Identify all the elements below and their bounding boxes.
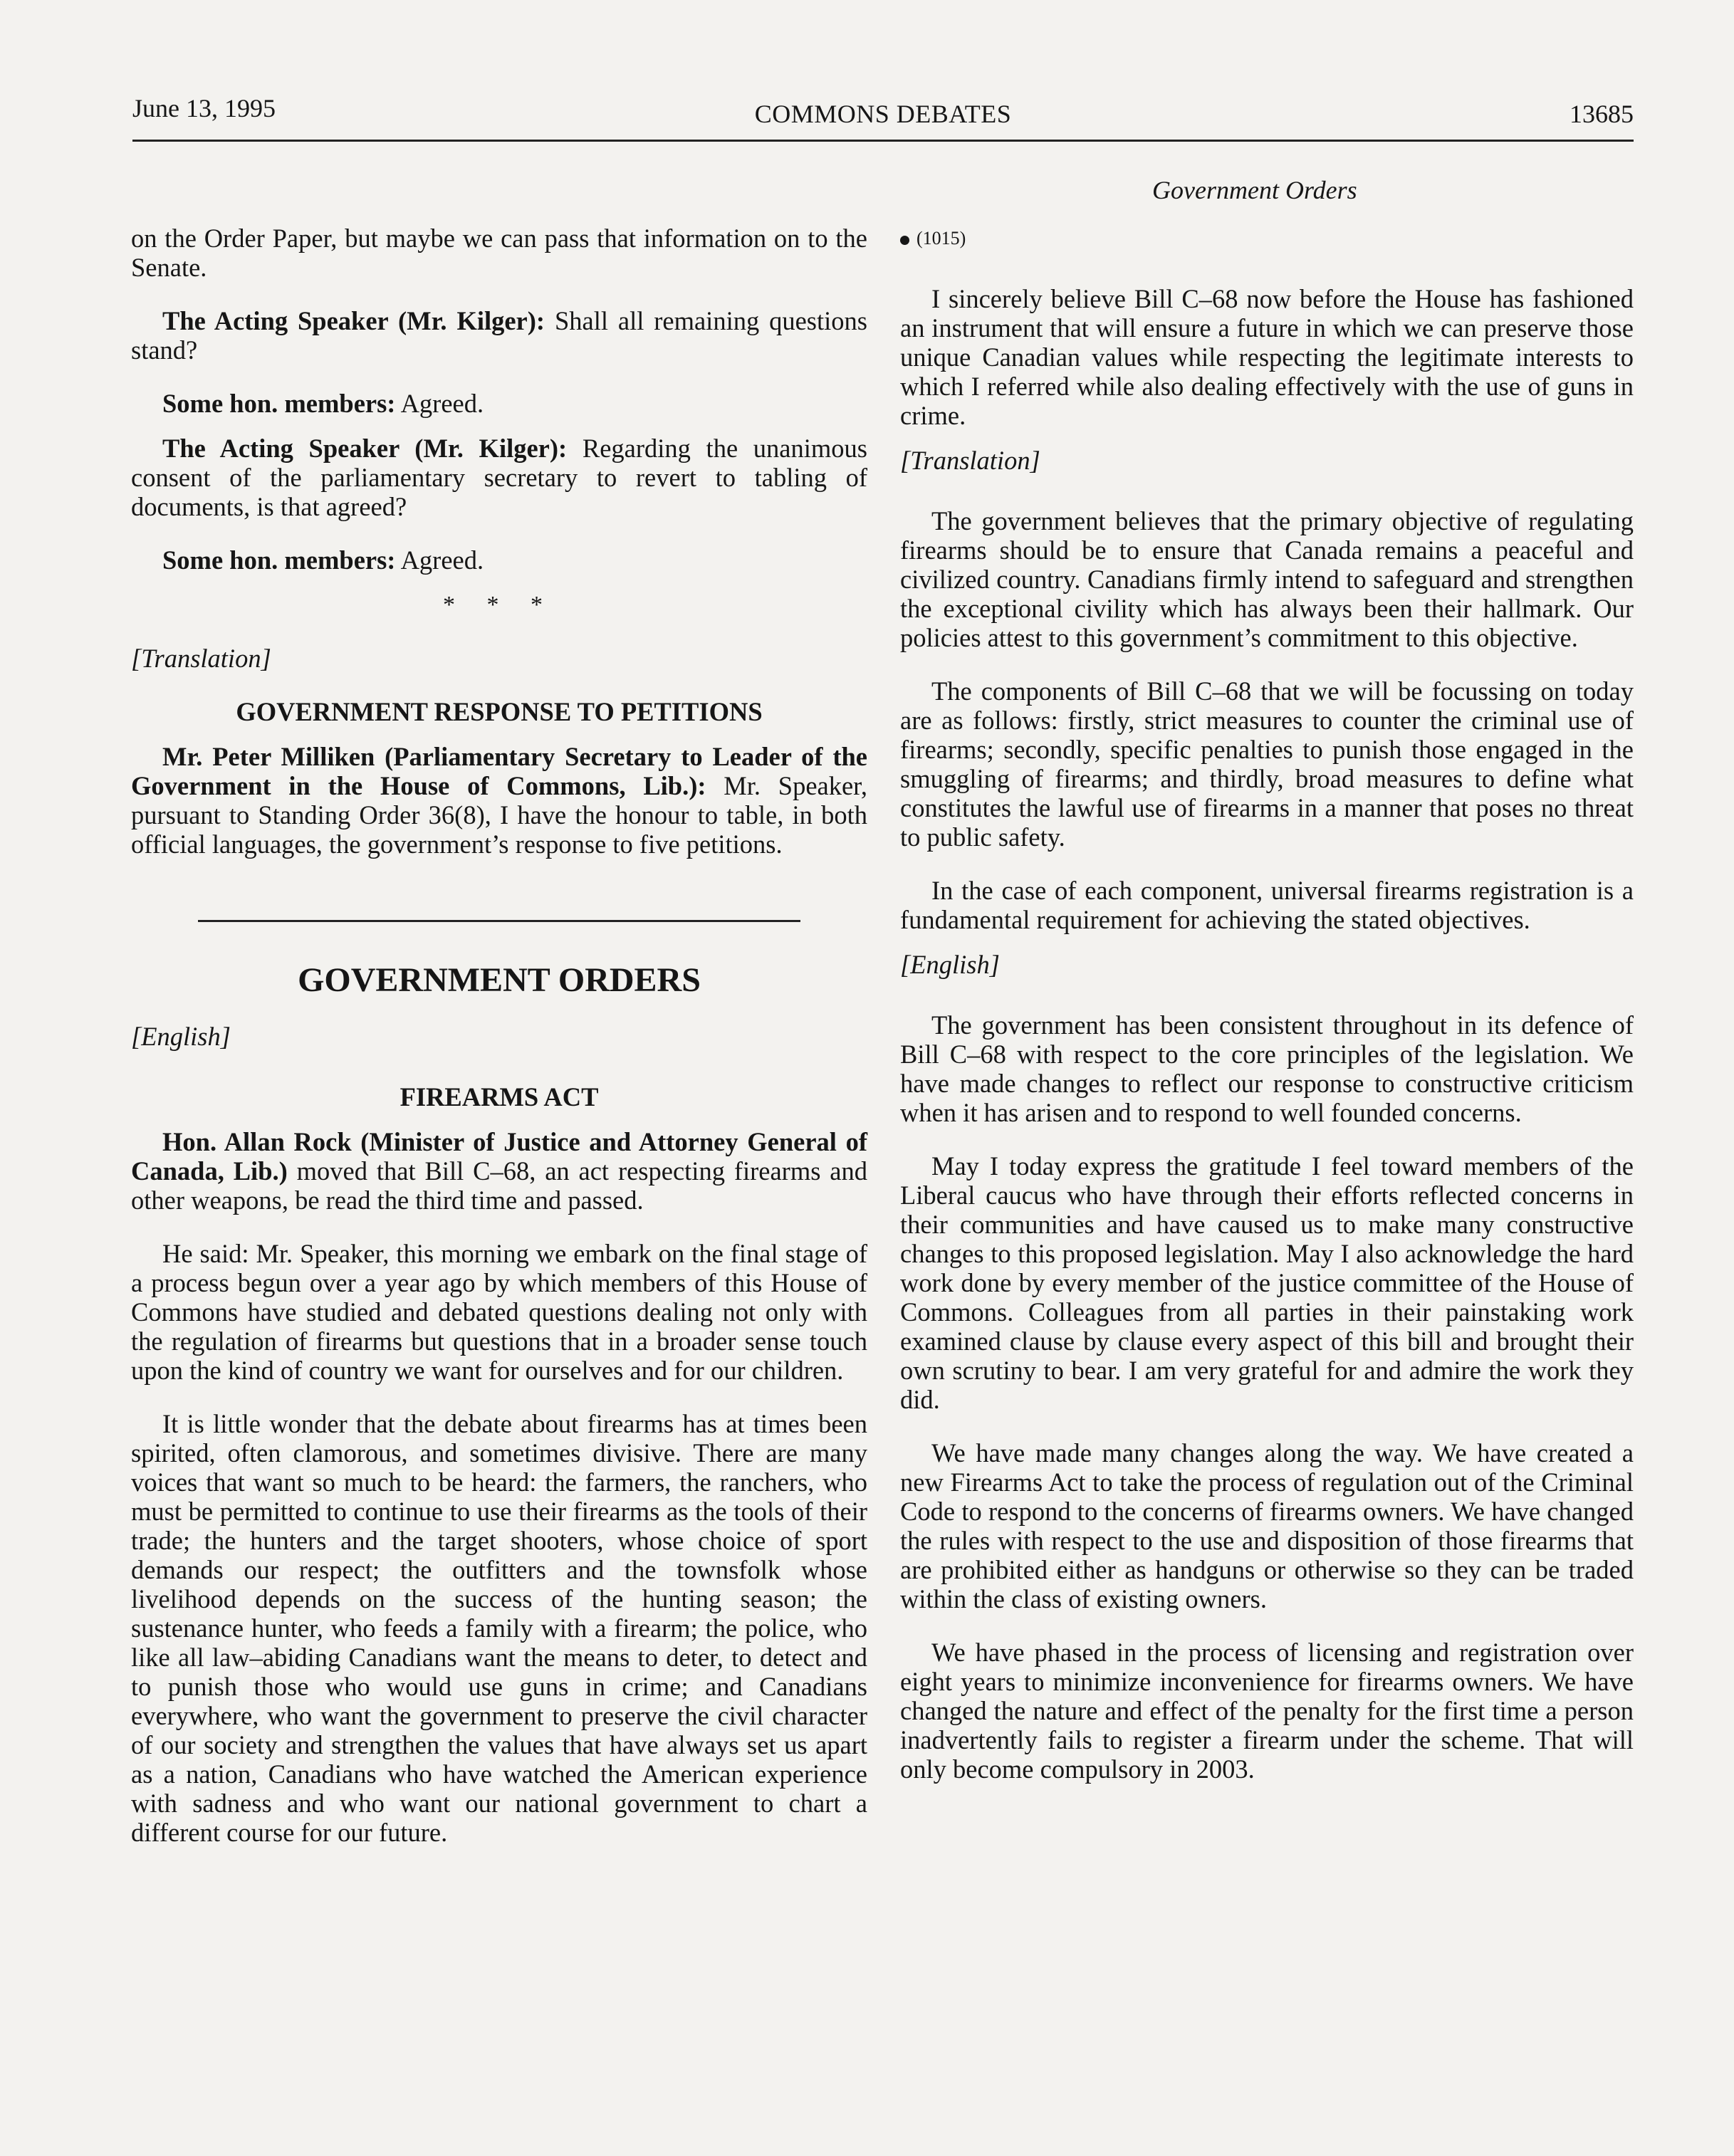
speaker-name: Mr. Peter Milliken (Parliamentary Secretary to Leader of the Government in the House of Commons, Lib.): <box>131 742 867 800</box>
paragraph: We have made many changes along the way. We have created a new Firearms Act to take the process of regulation out of the Criminal Code to respond to the concerns of firearms owners. We have changed the rules with respect to the use and disposition of those firearms that are prohibited either as handguns or otherwise so they can be traded within the class of existing owners. <box>900 1438 1634 1613</box>
paragraph: on the Order Paper, but maybe we can pass that information on to the Senate. <box>131 224 867 282</box>
language-label: [English] <box>900 950 1000 979</box>
paragraph: The government has been consistent throughout in its defence of Bill C–68 with respect to the core principles of the legislation. We have made changes to reflect our response to constructive criticism when it has arisen and to respond to well founded concerns. <box>900 1010 1634 1127</box>
speech-text: Regarding the unanimous consent of the parliamentary secretary to revert to tabling of documents, is that agreed? <box>131 434 867 521</box>
header-page-number: 13685 <box>1570 100 1634 128</box>
right-column <box>900 224 1634 1784</box>
paragraph: We have phased in the process of licensing and registration over eight years to minimize inconvenience for firearms owners. We have changed the nature and effect of the penalty for the first time a person inadvertently fails to register a firearm under the scheme. That will only become compulsory in 2003. <box>900 1638 1634 1784</box>
speech-text: Mr. Speaker, pursuant to Standing Order 36(8), I have the honour to table, in both official languages, the government’s response to five petitions. <box>131 771 867 859</box>
speaker-name: Some hon. members: <box>162 389 396 418</box>
speaker-name: Hon. Allan Rock (Minister of Justice and Attorney General of Canada, Lib.) <box>131 1127 867 1186</box>
speaker-paragraph <box>131 306 867 365</box>
paragraph: It is little wonder that the debate about firearms has at times been spirited, often clamorous, and sometimes divisive. There are many voices that want so much to be heard: the farmers, the ranchers, who must be permitted to continue to use their firearms as the tools of their trade; the hunters and the target shooters, whose choice of sport demands our respect; the outfitters and the townsfolk whose livelihood depends on the success of the hunting season; the sustenance hunter, who feeds a family with a firearm; the police, who like all law–abiding Canadians want the means to deter, to detect and to punish those who would use guns in crime; and Canadians everywhere, who want the government to preserve the civil character of our society and strengthen the values that have always set us apart as a nation, Canadians who have watched the American experience with sadness and who want our national government to chart a different course for our future. <box>131 1409 867 1847</box>
language-label: [Translation] <box>900 446 1040 475</box>
speaker-name: Some hon. members: <box>162 545 396 575</box>
paragraph: The government believes that the primary objective of regulating firearms should be to ensure that Canada remains a peaceful and civilized country. Canadians firmly intend to safeguard and strengthen the exceptional civility which has always been their hallmark. Our policies attest to this government’s commitment to this objective. <box>900 506 1634 652</box>
speaker-paragraph <box>131 742 867 859</box>
government-orders-heading: GOVERNMENT ORDERS <box>298 961 701 999</box>
speaker-paragraph <box>131 389 867 418</box>
section-break-stars: * * * <box>443 592 555 618</box>
speaker-paragraph <box>131 1127 867 1215</box>
left-column <box>131 224 867 1847</box>
speaker-name: The Acting Speaker (Mr. Kilger): <box>162 434 568 463</box>
paragraph: The components of Bill C–68 that we will be focussing on today are as follows: firstly, strict measures to counter the criminal use of firearms; secondly, specific penalties to punish those engaged in the smuggling of firearms; and thirdly, broad measures to define what constitutes the lawful use of firearms in a manner that poses no threat to public safety. <box>900 676 1634 852</box>
paragraph: I sincerely believe Bill C–68 now before the House has fashioned an instrument that will ensure a future in which we can preserve those unique Canadian values while respecting the legitimate interests to which I referred while also dealing effectively with the use of guns in crime. <box>900 284 1634 430</box>
petitions-heading: GOVERNMENT RESPONSE TO PETITIONS <box>236 697 763 726</box>
paragraph: May I today express the gratitude I feel toward members of the Liberal caucus who have through their efforts reflected concerns in their communities and have caused us to make many constructive changes to this proposed legislation. May I also acknowledge the hard work done by every member of the justice committee of the House of Commons. Colleagues from all parties in their painstaking work examined clause by clause every aspect of this bill and brought their own scrutiny to bear. I am very grateful for and admire the work they did. <box>900 1151 1634 1414</box>
time-marker: (1015) <box>900 224 1634 253</box>
header-date: June 13, 1995 <box>132 94 276 122</box>
speech-text: Agreed. <box>395 389 484 418</box>
speaker-paragraph <box>131 434 867 521</box>
paragraph: In the case of each component, universal firearms registration is a fundamental requirement for achieving the stated objectives. <box>900 876 1634 934</box>
language-label: [English] <box>131 1022 231 1051</box>
paragraph: He said: Mr. Speaker, this morning we embark on the final stage of a process begun over a year ago by which members of this House of Commons have studied and debated questions dealing not only with the regulation of firearms but questions that in a broader sense touch upon the kind of country we want for ourselves and for our children. <box>131 1239 867 1385</box>
header-title: COMMONS DEBATES <box>754 100 1012 128</box>
header-rule <box>132 140 1634 142</box>
firearms-act-heading: FIREARMS ACT <box>399 1082 599 1111</box>
speaker-name: The Acting Speaker (Mr. Kilger): <box>162 306 545 335</box>
bullet-icon <box>900 236 909 245</box>
language-label: [Translation] <box>131 644 271 673</box>
section-running-head: Government Orders <box>1152 176 1357 204</box>
speech-text: Agreed. <box>395 545 484 575</box>
speech-text: Shall all remaining questions stand? <box>131 306 867 365</box>
speech-text: moved that Bill C–68, an act respecting firearms and other weapons, be read the third time and passed. <box>131 1156 867 1215</box>
speaker-paragraph <box>131 545 867 575</box>
